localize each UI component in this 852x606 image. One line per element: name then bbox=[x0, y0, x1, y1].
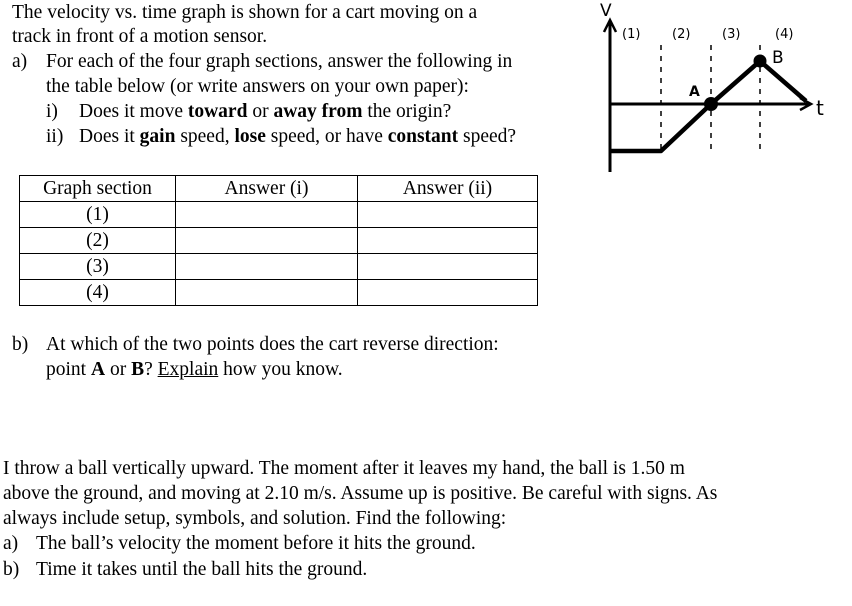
table-cell-answer-i[interactable] bbox=[176, 280, 358, 306]
point-b-marker bbox=[754, 55, 767, 68]
table-cell-answer-i[interactable] bbox=[176, 228, 358, 254]
point-a-label: A bbox=[689, 84, 700, 100]
bold-gain: gain bbox=[139, 126, 176, 147]
velocity-time-graph bbox=[592, 0, 842, 180]
table-header: Graph section bbox=[20, 176, 176, 202]
table-cell-answer-i[interactable] bbox=[176, 202, 358, 228]
bold-away-from: away from bbox=[273, 101, 363, 122]
bold-point-b: B bbox=[131, 359, 145, 380]
problem2-line-2: above the ground, and moving at 2.10 m/s. Assume up is positive. Be careful with signs. As bbox=[3, 483, 718, 504]
intro-line-2: track in front of a motion sensor. bbox=[12, 26, 268, 47]
table-header: Answer (i) bbox=[176, 176, 358, 202]
problem2-a-text: The ball’s velocity the moment before it hits the ground. bbox=[36, 533, 476, 554]
explain-underlined: Explain bbox=[157, 359, 219, 380]
point-b-label: B bbox=[772, 48, 784, 68]
problem2-b-text: Time it takes until the ball hits the ground. bbox=[36, 559, 368, 580]
point-a-marker bbox=[704, 97, 718, 111]
table-row bbox=[20, 280, 538, 306]
question-ii: Does it gain speed, lose speed, or have constant speed? bbox=[79, 126, 517, 147]
part-b-marker: b) bbox=[12, 334, 29, 355]
intro-line-1: The velocity vs. time graph is shown for a cart moving on a bbox=[12, 2, 478, 23]
bold-constant: constant bbox=[387, 126, 459, 147]
section-label-2: (2) bbox=[672, 27, 691, 42]
table-row bbox=[20, 228, 538, 254]
section-label-3: (3) bbox=[722, 27, 741, 42]
table-header: Answer (ii) bbox=[358, 176, 538, 202]
bold-lose: lose bbox=[234, 126, 266, 147]
part-a-line-1: For each of the four graph sections, answer the following in bbox=[46, 51, 513, 72]
table-row bbox=[20, 254, 538, 280]
problem2-b-marker: b) bbox=[3, 559, 20, 580]
v-axis-label: V bbox=[600, 1, 612, 21]
question-i: Does it move toward or away from the origin? bbox=[79, 101, 452, 122]
part-b-line-2: point A or B? Explain how you know. bbox=[46, 359, 343, 380]
bold-point-a: A bbox=[90, 359, 106, 380]
table-cell-section: (1) bbox=[20, 202, 176, 228]
table-cell-section: (4) bbox=[20, 280, 176, 306]
table-cell-section: (2) bbox=[20, 228, 176, 254]
problem2-a-marker: a) bbox=[3, 533, 19, 554]
answer-table bbox=[19, 175, 538, 306]
section-label-1: (1) bbox=[622, 27, 641, 42]
question-ii-marker: ii) bbox=[46, 126, 64, 147]
section-label-4: (4) bbox=[775, 27, 794, 42]
part-b-line-1: At which of the two points does the cart reverse direction: bbox=[46, 334, 499, 355]
table-cell-section: (3) bbox=[20, 254, 176, 280]
part-a-line-2: the table below (or write answers on your own paper): bbox=[46, 76, 469, 97]
problem2-line-3: always include setup, symbols, and solution. Find the following: bbox=[3, 508, 507, 529]
table-header-row bbox=[20, 176, 538, 202]
problem2-line-1: I throw a ball vertically upward. The moment after it leaves my hand, the ball is 1.50 m bbox=[3, 458, 685, 479]
table-row bbox=[20, 202, 538, 228]
table-cell-answer-ii[interactable] bbox=[358, 280, 538, 306]
part-a-marker: a) bbox=[12, 51, 28, 72]
bold-toward: toward bbox=[187, 101, 248, 122]
table-cell-answer-ii[interactable] bbox=[358, 202, 538, 228]
table-cell-answer-ii[interactable] bbox=[358, 254, 538, 280]
table-cell-answer-i[interactable] bbox=[176, 254, 358, 280]
t-axis-label: t bbox=[816, 96, 824, 120]
table-cell-answer-ii[interactable] bbox=[358, 228, 538, 254]
question-i-marker: i) bbox=[46, 101, 58, 122]
